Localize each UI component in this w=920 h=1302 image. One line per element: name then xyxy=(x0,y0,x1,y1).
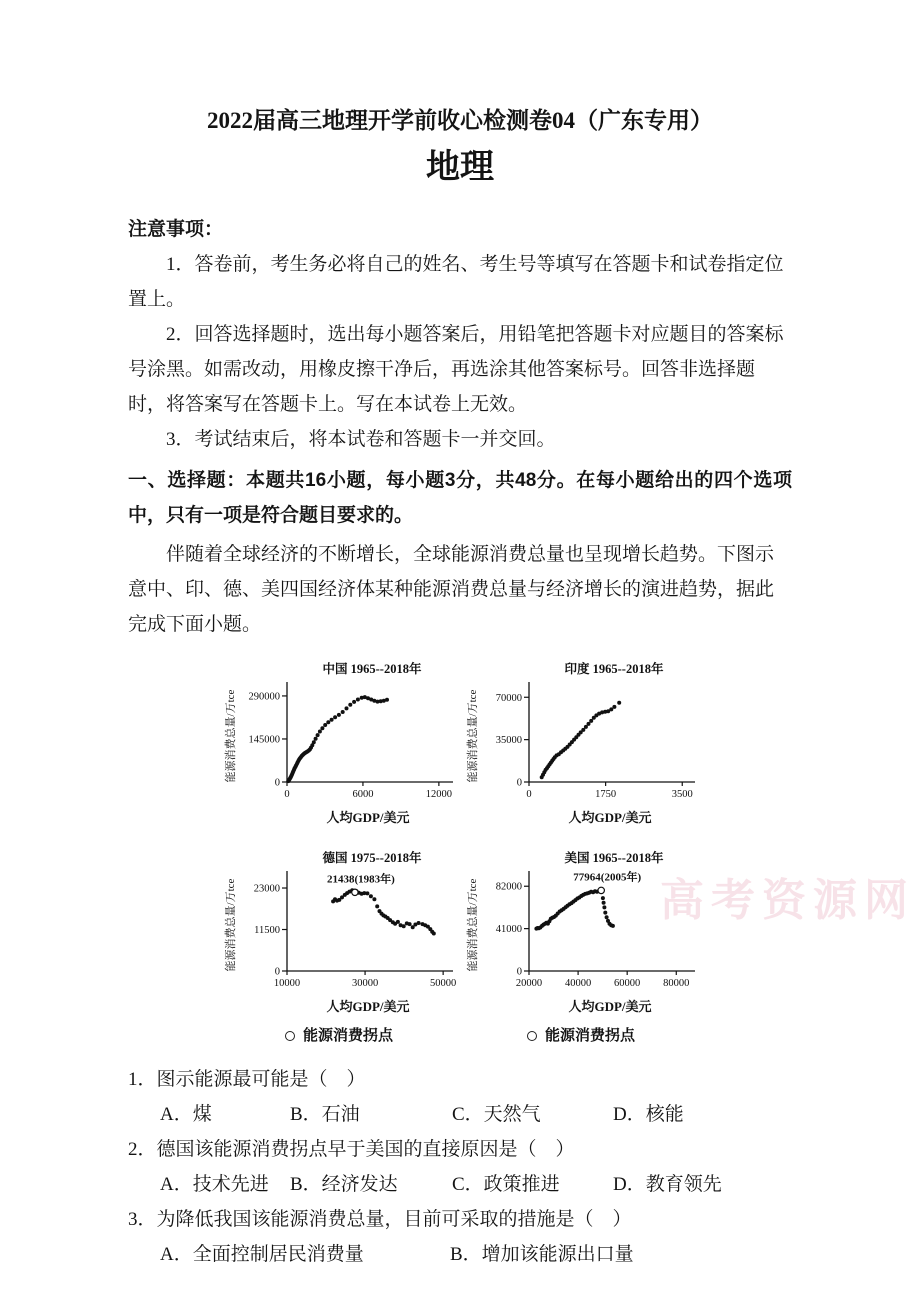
y-tick-label: 0 xyxy=(274,966,280,978)
notice-heading: 注意事项： xyxy=(128,219,224,240)
option-c: C．天然气 xyxy=(452,1104,541,1125)
scatter-point xyxy=(341,710,345,714)
x-tick-label: 30000 xyxy=(351,978,379,989)
scatter-point xyxy=(337,713,341,717)
question-2: 2．德国该能源消费拐点早于美国的直接原因是（ ） xyxy=(128,1139,575,1160)
option-d: D．教育领先 xyxy=(613,1174,722,1195)
scatter-point xyxy=(609,707,613,711)
y-tick-label: 290000 xyxy=(248,691,280,703)
scatter-point xyxy=(372,897,376,901)
inflection-annotation: 21438(1983年) xyxy=(326,873,395,886)
scatter-point xyxy=(356,698,360,702)
scatter-point xyxy=(316,733,320,737)
y-tick-label: 145000 xyxy=(248,734,280,746)
y-tick-label: 23000 xyxy=(253,883,280,895)
scatter-point xyxy=(612,705,616,709)
x-tick-label: 3500 xyxy=(671,789,693,800)
scatter-point xyxy=(320,726,324,730)
option-c: C．政策推进 xyxy=(452,1174,560,1195)
x-tick-label: 50000 xyxy=(430,978,457,989)
scatter-point xyxy=(312,740,316,744)
chart-usa-svg xyxy=(465,849,701,1017)
intro-paragraph: 伴随着全球经济的不断增长，全球能源消费总量也呈现增长趋势。下图示意中、印、德、美四国经济体某种能源消费总量与经济增长的演进趋势，据此完成下面小题。 xyxy=(128,544,775,635)
notice-section xyxy=(128,212,792,457)
x-tick-label: 20000 xyxy=(515,978,543,989)
y-tick-label: 0 xyxy=(516,966,522,978)
question-3-options xyxy=(128,1237,792,1272)
question-1-options xyxy=(128,1097,792,1132)
option-d: D．核能 xyxy=(613,1104,684,1125)
option-a: A．全面控制居民消费量 xyxy=(160,1244,364,1265)
y-tick-label: 0 xyxy=(516,777,522,789)
scatter-point xyxy=(326,720,330,724)
scatter-point xyxy=(611,924,615,928)
x-axis-label: 人均GDP/美元 xyxy=(568,810,652,825)
x-tick-label: 0 xyxy=(526,789,532,800)
legend-label: 能源消费拐点 xyxy=(544,1028,635,1044)
scatter-point xyxy=(323,723,327,727)
x-axis-label: 人均GDP/美元 xyxy=(326,810,410,825)
questions-section xyxy=(128,1062,792,1272)
x-tick-label: 40000 xyxy=(564,978,592,989)
x-axis-label: 人均GDP/美元 xyxy=(568,999,652,1014)
chart-germany xyxy=(223,849,455,1046)
question-3: 3．为降低我国该能源消费总量，目前可采取的措施是（ ） xyxy=(128,1209,632,1230)
chart-germany-svg xyxy=(223,849,459,1017)
chart-title: 美国 1965--2018年 xyxy=(564,851,664,865)
chart-india xyxy=(465,660,697,833)
chart-title: 中国 1965--2018年 xyxy=(322,662,422,676)
question-1: 1．图示能源最可能是（ ） xyxy=(128,1069,366,1090)
scatter-point xyxy=(330,718,334,722)
question-2-options xyxy=(128,1167,792,1202)
scatter-point xyxy=(402,924,406,928)
x-tick-label: 1750 xyxy=(595,789,617,800)
y-axis-label: 能源消费总量/万tce xyxy=(467,689,479,783)
option-b: B．经济发达 xyxy=(290,1174,398,1195)
option-b: B．石油 xyxy=(290,1104,360,1125)
scatter-point xyxy=(314,737,318,741)
y-axis-label: 能源消费总量/万tce xyxy=(467,878,479,972)
scatter-point xyxy=(345,706,349,710)
y-tick-label: 0 xyxy=(274,777,280,789)
scatter-point xyxy=(369,894,373,898)
chart-china xyxy=(223,660,455,833)
x-tick-label: 6000 xyxy=(352,789,374,800)
charts xyxy=(223,660,697,1046)
legend-label: 能源消费拐点 xyxy=(302,1028,393,1044)
x-tick-label: 60000 xyxy=(614,978,641,989)
y-tick-label: 70000 xyxy=(495,692,522,704)
x-tick-label: 80000 xyxy=(663,978,690,989)
chart-india-svg xyxy=(465,660,701,828)
scatter-point xyxy=(318,730,322,734)
x-tick-label: 10000 xyxy=(273,978,301,989)
x-tick-label: 12000 xyxy=(425,789,452,800)
scatter-point xyxy=(617,701,621,705)
subject-title: 地理 xyxy=(426,149,494,186)
scatter-point xyxy=(385,698,389,702)
notice-item-1: 1．答卷前，考生务必将自己的姓名、考生号等填写在答题卡和试卷指定位置上。 xyxy=(128,254,784,310)
scatter-point xyxy=(589,719,593,723)
inflection-marker-icon xyxy=(527,1031,537,1041)
scatter-point xyxy=(408,922,412,926)
scatter-point xyxy=(432,932,436,936)
scatter-point xyxy=(603,911,607,915)
notice-item-2: 2．回答选择题时，选出每小题答案后，用铅笔把答题卡对应题目的答案标号涂黑。如需改动，用橡皮擦干净后，再选涂其他答案标号。回答非选择题时，将答案写在答题卡上。写在本试卷上无效。 xyxy=(128,324,784,415)
chart-title: 印度 1965--2018年 xyxy=(564,662,664,676)
y-axis-label: 能源消费总量/万tce xyxy=(225,689,237,783)
scatter-point xyxy=(352,700,356,704)
scatter-point xyxy=(333,715,337,719)
legend-germany xyxy=(223,1026,455,1046)
watermark: 高考资源网 xyxy=(660,876,915,925)
x-tick-label: 0 xyxy=(284,789,290,800)
inflection-point-marker xyxy=(352,889,358,895)
notice-item-3: 3．考试结束后，将本试卷和答题卡一并交回。 xyxy=(166,429,556,450)
chart-china-svg xyxy=(223,660,459,828)
y-tick-label: 41000 xyxy=(495,924,522,936)
legend-usa xyxy=(465,1026,697,1046)
y-tick-label: 35000 xyxy=(495,735,522,747)
page-title: 2022届高三地理开学前收心检测卷04（广东专用） xyxy=(207,108,713,133)
scatter-point xyxy=(602,905,606,909)
y-axis-label: 能源消费总量/万tce xyxy=(225,878,237,972)
scatter-point xyxy=(602,901,606,905)
chart-usa xyxy=(465,849,697,1046)
option-b: B．增加该能源出口量 xyxy=(450,1244,634,1265)
scatter-point xyxy=(396,920,400,924)
scatter-point xyxy=(587,722,591,726)
inflection-point-marker xyxy=(598,887,604,893)
chart-title: 德国 1975--2018年 xyxy=(322,851,422,865)
scatter-point xyxy=(605,915,609,919)
option-a: A．煤 xyxy=(160,1104,212,1125)
inflection-marker-icon xyxy=(285,1031,295,1041)
option-a: A．技术先进 xyxy=(160,1174,269,1195)
x-axis-label: 人均GDP/美元 xyxy=(326,999,410,1014)
scatter-point xyxy=(348,703,352,707)
y-tick-label: 82000 xyxy=(495,881,522,893)
section-heading: 一、选择题：本题共16小题，每小题3分，共48分。在每小题给出的四个选项中，只有一项是符合题目要求的。 xyxy=(128,470,792,526)
scatter-point xyxy=(365,891,369,895)
inflection-annotation: 77964(2005年) xyxy=(573,871,642,884)
y-tick-label: 11500 xyxy=(254,925,280,937)
content-column xyxy=(128,0,792,1272)
scatter-point xyxy=(417,921,421,925)
scatter-point xyxy=(375,904,379,908)
scatter-point xyxy=(601,896,605,900)
